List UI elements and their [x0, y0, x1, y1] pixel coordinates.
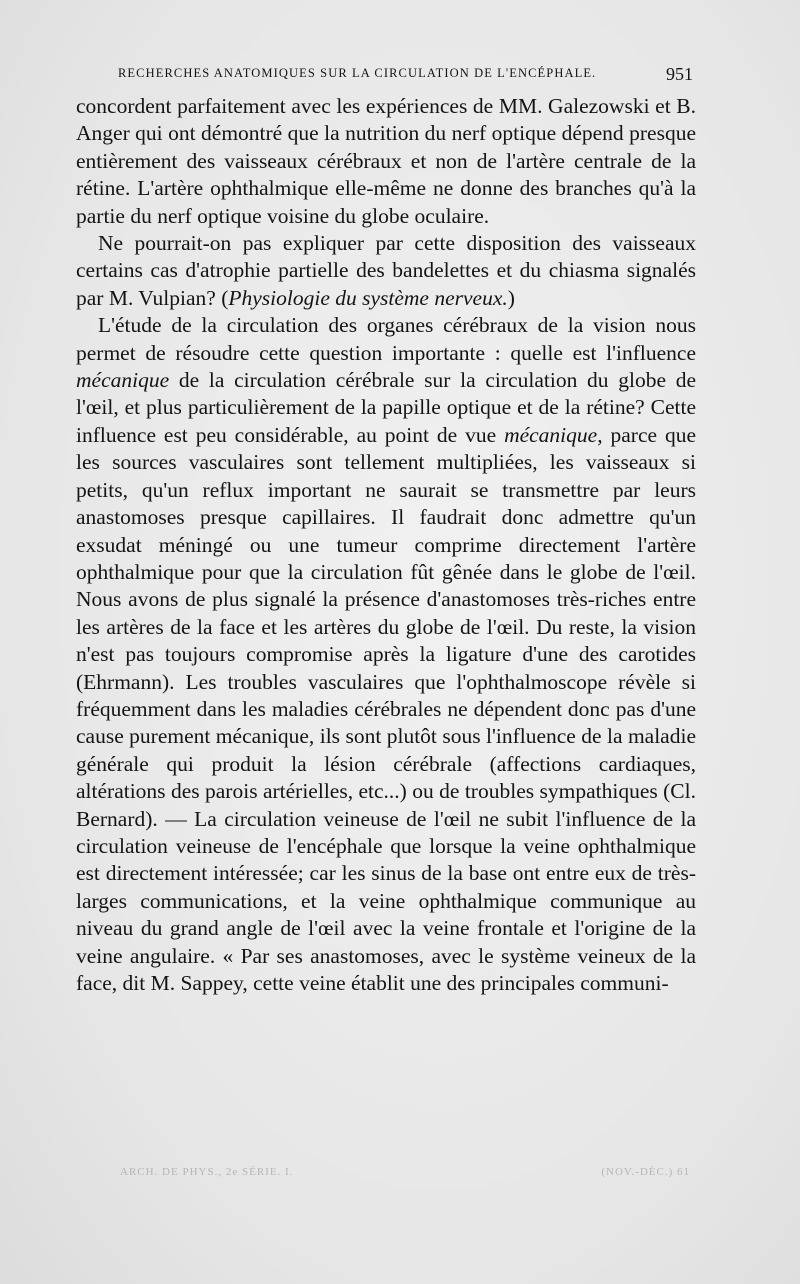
text-segment: L'étude de la circulation des organes cérébraux de la vision nous permet de résoudre cette question importante : quelle est l'influence — [76, 313, 696, 365]
text-segment: de la circulation cérébrale sur la circulation du globe de l'œil, et plus particulièrement de la papille optique et de la rétine? Cette influence est peu considérable, au point de vue — [76, 368, 696, 447]
page-footer — [120, 1166, 690, 1186]
text-segment: , parce que les sources vasculaires sont tellement multipliées, les vaisseaux si petits, qu'un reflux important ne saurait se transmettre par leurs anastomoses presque capillaires. Il faudrait donc admettre qu'un exsudat méningé ou une tumeur comprime directement l'artère ophthalmique pour que la circulation fût gênée dans le globe de l'œil. Nous avons de plus signalé la présence d'anastomoses très-riches entre les artères de la face et les artères du globe de l'œil. Du reste, la vision n'est pas toujours compromise après la ligature d'une des carotides (Ehrmann). Les troubles vasculaires que l'ophthalmoscope révèle si fréquemment dans les maladies cérébrales ne dépendent donc pas d'une cause purement mécanique, ils sont plutôt sous l'influence de la maladie générale qui produit la lésion cérébrale (affections cardiaques, altérations des parois artérielles, etc...) ou de troubles sympathiques (Cl. Bernard). — La circulation veineuse de l'œil ne subit l'influence de la circulation veineuse de l'encéphale que lorsque la veine ophthalmique est directement intéressée; car les sinus de la base ont entre eux de très-larges communications, et la veine ophthalmique communique au niveau du grand angle de l'œil avec la veine frontale et l'origine de la veine angulaire. « Par ses anastomoses, avec le système veineux de la face, dit M. Sappey, cette veine établit une des principales communi- — [76, 422, 696, 995]
italic-text: Physiologie du système nerveux. — [228, 285, 508, 310]
paragraph — [76, 230, 696, 312]
body-text — [76, 93, 696, 997]
footer-issue: (NOV.-DÉC.) 61 — [601, 1166, 690, 1178]
text-segment: concordent parfaitement avec les expériences de MM. Galezowski et B. Anger qui ont démontré que la nutrition du nerf optique dépend presque entièrement des vaisseaux cérébraux et non de l'artère centrale de la rétine. L'artère ophthalmique elle-même ne donne des branches qu'à la partie du nerf optique voisine du globe oculaire. — [76, 94, 696, 228]
paragraph — [76, 93, 696, 230]
page-number: 951 — [666, 64, 693, 84]
page-header — [118, 64, 693, 86]
italic-text: mécanique — [76, 368, 170, 393]
paragraph — [76, 312, 696, 997]
running-title: RECHERCHES ANATOMIQUES SUR LA CIRCULATION DE L'ENCÉPHALE. — [118, 66, 597, 80]
footer-signature: ARCH. DE PHYS., 2e SÉRIE. I. — [120, 1166, 294, 1178]
text-segment: Ne pourrait-on pas expliquer par cette disposition des vaisseaux certains cas d'atrophie partielle des bandelettes et du chiasma signalés par M. Vulpian? ( — [76, 231, 696, 310]
text-segment: ) — [507, 285, 515, 310]
italic-text: mécanique — [504, 422, 598, 447]
